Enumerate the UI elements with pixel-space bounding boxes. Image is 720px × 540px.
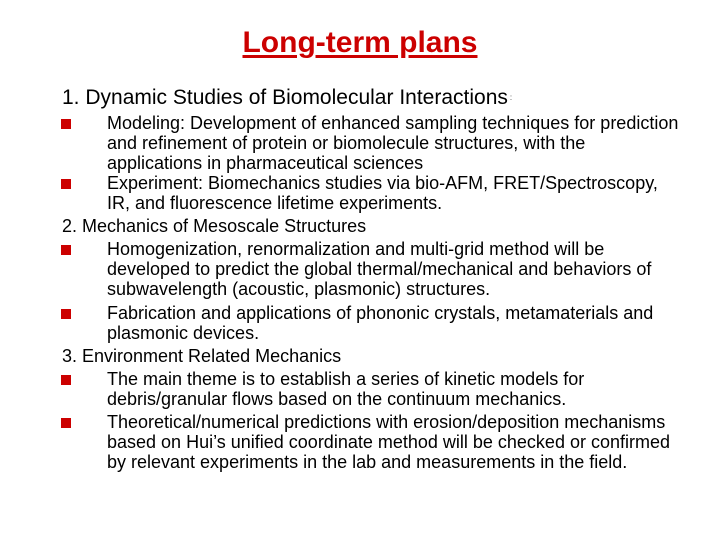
bullet-text-2-1: Homogenization, renormalization and multi-grid method will be developed to predict the global thermal/mechanical and behaviors of subwavelength (acoustic, plasmonic) structures. — [107, 239, 652, 299]
square-bullet-icon — [61, 375, 71, 385]
square-bullet-icon — [61, 309, 71, 319]
bullet-text-3-2: Theoretical/numerical predictions with erosion/deposition mechanisms based on Hui’s unified coordinate method will be checked or confirmed by relevant experiments in the lab and measurements in the field. — [107, 412, 670, 472]
bullet-text-1-2: Experiment: Biomechanics studies via bio-AFM, FRET/Spectroscopy, IR, and fluorescence lifetime experiments. — [107, 173, 658, 213]
section-heading-3: 3. Environment Related Mechanics — [62, 346, 342, 366]
square-bullet-icon — [61, 179, 71, 189]
section-heading-1-mark: : — [509, 93, 513, 102]
square-bullet-icon — [61, 245, 71, 255]
square-bullet-icon — [61, 418, 71, 428]
bullet-text-2-2: Fabrication and applications of phononic crystals, metamaterials and plasmonic devices. — [107, 303, 654, 343]
slide-title: Long-term plans — [242, 26, 478, 59]
section-heading-1: 1. Dynamic Studies of Biomolecular Interactions : — [62, 86, 513, 109]
section-heading-2: 2. Mechanics of Mesoscale Structures — [62, 216, 367, 236]
bullet-text-1-1: Modeling: Development of enhanced sampling techniques for prediction and refinement of protein or biomolecule structures, with the applications in pharmaceutical sciences — [107, 113, 679, 173]
square-bullet-icon — [61, 119, 71, 129]
bullet-text-3-1: The main theme is to establish a series of kinetic models for debris/granular flows based on the continuum mechanics. — [107, 369, 585, 409]
